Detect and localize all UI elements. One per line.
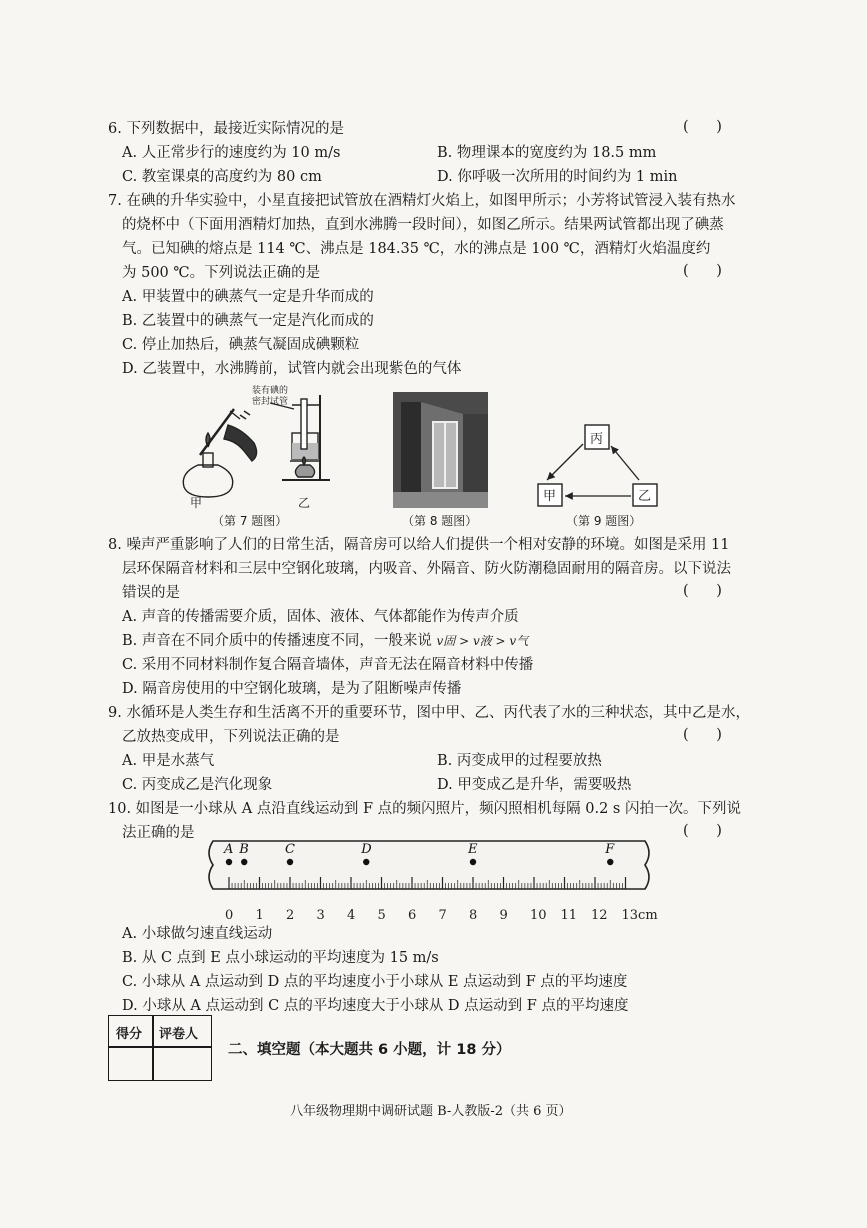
q9-stem-line1: 9. 水循环是人类生存和生活离不开的重要环节，图中甲、乙、丙代表了水的三种状态，其中乙是水， xyxy=(108,705,750,721)
q7-option-b: B. 乙装置中的碘蒸气一定是汽化而成的 xyxy=(122,313,374,329)
section-2-heading xyxy=(228,1042,510,1059)
q8-option-b-text: B. 声音在不同介质中的传播速度不同，一般来说 xyxy=(122,633,437,649)
fig7-caption: （第 7 题图） xyxy=(212,514,288,528)
answer-paren: ( ) xyxy=(683,583,722,599)
ruler-tick-label: 12 xyxy=(591,908,608,923)
water-state-diagram xyxy=(535,420,665,512)
q10-option-b: B. 从 C 点到 E 点小球运动的平均速度为 15 m/s xyxy=(122,950,439,966)
ruler-tick-label: 6 xyxy=(408,908,417,923)
q10-stem-line1: 10. 如图是一小球从 A 点沿直线运动到 F 点的频闪照片，频闪照相机每隔 0.2 s 闪拍一次。下列说 xyxy=(108,801,741,817)
ruler-tick-label: 0 xyxy=(225,908,234,923)
point-label: C xyxy=(285,842,295,857)
q7-stem-line3: 气。已知碘的熔点是 114 ℃、沸点是 184.35 ℃，水的沸点是 100 ℃，酒精灯火焰温度约 xyxy=(122,241,711,257)
ruler-with-points xyxy=(205,835,660,925)
q7-stem-line2: 的烧杯中（下面用酒精灯加热，直到水沸腾一段时间），如图乙所示。结果两试管都出现了碘蒸 xyxy=(122,217,724,233)
ruler-tick-label: 5 xyxy=(377,908,386,923)
q7-stem-line4: 为 500 ℃。下列说法正确的是 xyxy=(122,265,321,281)
fig9-label-bing: 丙 xyxy=(590,432,604,447)
q7-option-d: D. 乙装置中，水沸腾前，试管内就会出现紫色的气体 xyxy=(122,361,462,377)
q9-option-c: C. 丙变成乙是汽化现象 xyxy=(122,777,273,793)
ruler-tick-label: 7 xyxy=(438,908,447,923)
fig8-caption: （第 8 题图） xyxy=(402,514,478,528)
q9-option-b: B. 丙变成甲的过程要放热 xyxy=(437,753,602,769)
q10-option-c: C. 小球从 A 点运动到 D 点的平均速度小于小球从 E 点运动到 F 点的平均速度 xyxy=(122,974,628,990)
ruler-tick-label: 11 xyxy=(560,908,578,923)
point-label: E xyxy=(468,842,478,857)
page-footer: 八年级物理期中调研试题 B-人教版-2（共 6 页） xyxy=(290,1104,572,1119)
q8-stem-line1: 8. 噪声严重影响了人们的日常生活，隔音房可以给人们提供一个相对安静的环境。如图是采用 11 xyxy=(108,537,730,553)
q9-option-d: D. 甲变成乙是升华，需要吸热 xyxy=(437,777,632,793)
grading-box-divider xyxy=(109,1046,211,1048)
figure-8-photo xyxy=(393,392,488,508)
q7-stem-line1: 7. 在碘的升华实验中，小星直接把试管放在酒精灯火焰上，如图甲所示；小芳将试管浸入装有热水 xyxy=(108,193,736,209)
q6-stem: 6. 下列数据中，最接近实际情况的是 xyxy=(108,121,344,137)
q10-stem-line2: 法正确的是 xyxy=(122,825,195,841)
q6-option-a: A. 人正常步行的速度约为 10 m/s xyxy=(122,145,341,161)
point-label: F xyxy=(605,842,615,857)
q8-stem-line3: 错误的是 xyxy=(122,585,180,601)
q7-option-c: C. 停止加热后，碘蒸气凝固成碘颗粒 xyxy=(122,337,360,353)
q8-option-c: C. 采用不同材料制作复合隔音墙体，声音无法在隔音材料中传播 xyxy=(122,657,534,673)
q7-option-a: A. 甲装置中的碘蒸气一定是升华而成的 xyxy=(122,289,374,305)
fig7-label-tube-2: 密封试管 xyxy=(252,397,289,407)
point-label: B xyxy=(239,842,249,857)
grader-label: 评卷人 xyxy=(159,1027,199,1042)
score-label: 得分 xyxy=(116,1027,143,1042)
ruler-tick-label: 4 xyxy=(347,908,356,923)
grading-box xyxy=(108,1015,212,1081)
q10-option-a: A. 小球做匀速直线运动 xyxy=(122,926,273,942)
ruler-tick-label: 9 xyxy=(499,908,508,923)
fig9-label-yi: 乙 xyxy=(638,489,652,504)
ruler-tick-label: 10 xyxy=(530,908,547,923)
ball-position-point xyxy=(607,859,613,865)
point-label: A xyxy=(224,842,234,857)
answer-paren: ( ) xyxy=(683,119,722,135)
point-label: D xyxy=(361,842,372,857)
q8-option-b xyxy=(122,633,528,650)
strobe-ruler-figure xyxy=(205,835,660,925)
q8-option-a: A. 声音的传播需要介质，固体、液体、气体都能作为传声介质 xyxy=(122,609,519,625)
ruler-tick-label: 3 xyxy=(316,908,325,923)
ball-position-point xyxy=(363,859,369,865)
fig9-caption: （第 9 题图） xyxy=(566,514,642,528)
grading-box-divider xyxy=(152,1016,154,1080)
ball-position-point xyxy=(287,859,293,865)
ruler-tick-label: 8 xyxy=(469,908,478,923)
ruler-tick-label: 2 xyxy=(286,908,295,923)
q9-option-a: A. 甲是水蒸气 xyxy=(122,753,215,769)
figure-7 xyxy=(170,385,360,510)
ruler-tick-label: 1 xyxy=(255,908,264,923)
ruler-tick-label: 13cm xyxy=(621,908,658,923)
answer-paren: ( ) xyxy=(683,823,722,839)
answer-paren: ( ) xyxy=(683,263,722,279)
ball-position-point xyxy=(241,859,247,865)
fig7-label-jia: 甲 xyxy=(190,496,203,510)
q6-option-d: D. 你呼吸一次所用的时间约为 1 min xyxy=(437,169,678,185)
fig9-label-jia: 甲 xyxy=(543,489,557,504)
section-2-title: 二、填空题（本大题共 6 小题，计 18 分） xyxy=(228,1042,511,1058)
soundproof-room-image xyxy=(393,392,488,508)
iodine-experiment-illustration xyxy=(170,385,360,510)
q8-stem-line2: 层环保隔音材料和三层中空钢化玻璃，内吸音、外隔音、防火防潮稳固耐用的隔音房。以下说法 xyxy=(122,561,731,577)
figure-9 xyxy=(535,420,665,512)
q10-option-d: D. 小球从 A 点运动到 C 点的平均速度大于小球从 D 点运动到 F 点的平均速度 xyxy=(122,998,629,1014)
fig7-label-tube-1: 装有碘的 xyxy=(252,386,289,396)
ball-position-point xyxy=(470,859,476,865)
q8-option-d: D. 隔音房使用的中空钢化玻璃，是为了阻断噪声传播 xyxy=(122,681,462,697)
answer-paren: ( ) xyxy=(683,727,722,743)
q6-option-b: B. 物理课本的宽度约为 18.5 mm xyxy=(437,145,657,161)
q9-stem-line2: 乙放热变成甲，下列说法正确的是 xyxy=(122,729,340,745)
speed-comparison-formula: v固 > v液 > v气 xyxy=(436,634,529,648)
ball-position-point xyxy=(226,859,232,865)
fig7-label-yi: 乙 xyxy=(298,496,311,510)
q6-option-c: C. 教室课桌的高度约为 80 cm xyxy=(122,169,322,185)
